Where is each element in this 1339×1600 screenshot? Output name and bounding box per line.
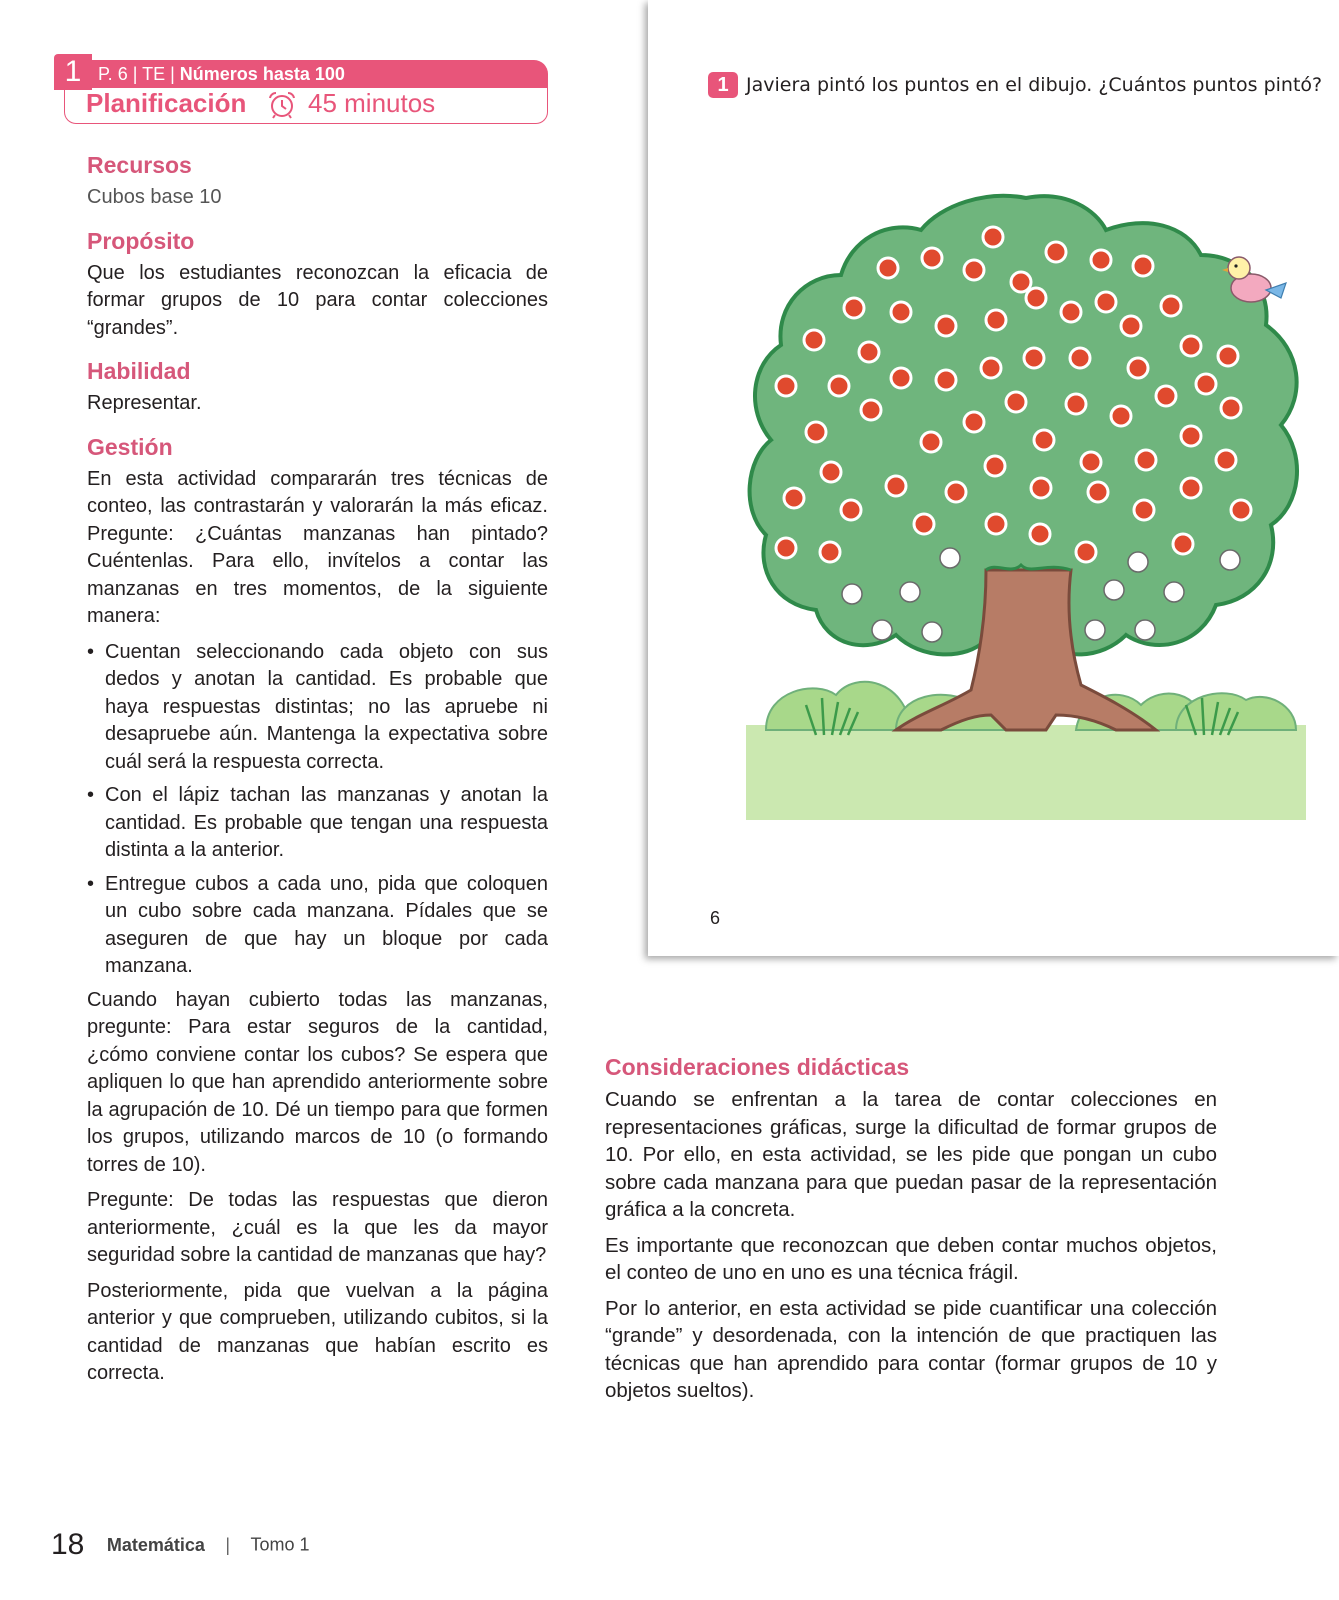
painted-dot — [986, 310, 1006, 330]
painted-dot — [1076, 542, 1096, 562]
painted-dot — [1111, 406, 1131, 426]
painted-dot — [1196, 374, 1216, 394]
painted-dot — [1096, 292, 1116, 312]
question-number: 1 — [708, 72, 738, 98]
painted-dot — [1181, 426, 1201, 446]
painted-dot — [1024, 348, 1044, 368]
habilidad-heading: Habilidad — [87, 358, 191, 384]
painted-dot — [886, 476, 906, 496]
painted-dot — [1088, 482, 1108, 502]
habilidad-text: Representar. — [87, 392, 202, 414]
painted-dot — [1030, 524, 1050, 544]
painted-dot — [1173, 534, 1193, 554]
grass-ground — [746, 725, 1306, 820]
considerations-paragraph: Por lo anterior, en esta actividad se pide cuantificar una colección “grande” y desordenada, con la intención de que practiquen las técnicas que han aprendido para contar (formar grupos de 10 y objetos sueltos). — [605, 1296, 1217, 1402]
gestion-paragraph: Posteriormente, pida que vuelvan a la página anterior y que comprueben, utilizando cubitos, si la cantidad de manzanas que habían escrito es correcta. — [87, 1279, 548, 1384]
painted-dot — [1161, 296, 1181, 316]
painted-dot — [891, 368, 911, 388]
painted-dot — [1026, 288, 1046, 308]
painted-dot — [1034, 430, 1054, 450]
painted-dot — [1181, 336, 1201, 356]
painted-dot — [844, 298, 864, 318]
lesson-title: Planificación — [86, 88, 247, 118]
painted-dot — [1031, 478, 1051, 498]
painted-dot — [983, 227, 1003, 247]
painted-dot — [981, 358, 1001, 378]
topic-label: Números hasta 100 — [179, 64, 345, 84]
painted-dot — [1218, 346, 1238, 366]
page-footer — [51, 1528, 310, 1562]
considerations-paragraph: Cuando se enfrentan a la tarea de contar colecciones en representaciones gráficas, surge la dificultad de formar grupos de 10. Por ello, en esta actividad, se les pide que pongan un cubo sobre cada manzana para que puedan pasar de la representación gráfica a la concreta. — [605, 1088, 1217, 1221]
recursos-text: Cubos base 10 — [87, 186, 222, 208]
painted-dot — [861, 400, 881, 420]
unpainted-dot — [900, 582, 920, 602]
painted-dot — [804, 330, 824, 350]
painted-dot — [859, 342, 879, 362]
unpainted-dot — [1164, 582, 1184, 602]
page-ref: P. 6 — [98, 64, 128, 84]
considerations-heading: Consideraciones didácticas — [605, 1054, 910, 1080]
painted-dot — [1136, 450, 1156, 470]
painted-dot — [821, 462, 841, 482]
gestion-paragraph: Pregunte: De todas las respuestas que dieron anteriormente, ¿cuál es la que les da mayor seguridad sobre la cantidad de manzanas que hay? — [87, 1189, 548, 1266]
te-label: TE — [142, 64, 166, 84]
gestion-intro: En esta actividad compararán tres técnicas de conteo, las contrastarán y valorarán la más eficaz. Pregunte: ¿Cuántas manzanas han pintado? Cuéntenlas. Para ello, invítelos a contar las manzanas en tres momentos, de la siguiente manera: — [87, 467, 548, 627]
unpainted-dot — [842, 584, 862, 604]
subject-label: Matemática — [106, 1534, 205, 1555]
painted-dot — [1081, 452, 1101, 472]
painted-dot — [1231, 500, 1251, 520]
unpainted-dot — [872, 620, 892, 640]
painted-dot — [1128, 358, 1148, 378]
list-item: • Cuentan seleccionando cada objeto con sus dedos y anotan la cantidad. Es probable que haya respuestas distintas; no las apruebe ni desapruebe aún. Mantenga la expectativa sobre cuál será la respuesta correcta. — [87, 639, 548, 777]
unpainted-dot — [1135, 620, 1155, 640]
painted-dot — [1216, 450, 1236, 470]
painted-dot — [1156, 386, 1176, 406]
question — [708, 72, 1322, 98]
painted-dot — [1070, 348, 1090, 368]
painted-dot — [1061, 302, 1081, 322]
painted-dot — [1006, 392, 1026, 412]
painted-dot — [964, 412, 984, 432]
painted-dot — [985, 456, 1005, 476]
page-number: 18 — [51, 1528, 85, 1561]
student-page-number: 6 — [710, 908, 721, 928]
painted-dot — [1011, 272, 1031, 292]
lesson-number: 1 — [54, 54, 92, 90]
unpainted-dot — [1128, 552, 1148, 572]
lesson-header-bar: P. 6 | TE | Números hasta 100 — [92, 60, 548, 88]
lesson-header — [54, 55, 548, 126]
proposito-text: Que los estudiantes reconozcan la eficacia de formar grupos de 10 para contar colecciones “grandes”. — [87, 261, 548, 339]
unpainted-dot — [1085, 620, 1105, 640]
footer-separator: | — [225, 1534, 231, 1555]
painted-dot — [1134, 500, 1154, 520]
painted-dot — [1221, 398, 1241, 418]
painted-dot — [891, 302, 911, 322]
painted-dot — [1046, 242, 1066, 262]
painted-dot — [964, 260, 984, 280]
list-item: • Entregue cubos a cada uno, pida que coloquen un cubo sobre cada manzana. Pídales que se aseguren de que hay un bloque por cada manzana. — [87, 871, 548, 981]
painted-dot — [921, 432, 941, 452]
unpainted-dot — [1220, 550, 1240, 570]
painted-dot — [914, 514, 934, 534]
alarm-clock-icon — [266, 90, 298, 120]
proposito-heading: Propósito — [87, 227, 195, 254]
painted-dot — [936, 370, 956, 390]
unpainted-dot — [1104, 580, 1124, 600]
painted-dot — [1066, 394, 1086, 414]
recursos-heading: Recursos — [87, 152, 192, 178]
planning-column — [87, 150, 548, 1396]
painted-dot — [986, 514, 1006, 534]
unpainted-dot — [940, 548, 960, 568]
considerations-paragraph: Es importante que reconozcan que deben contar muchos objetos, el conteo de uno en uno es una técnica frágil. — [605, 1233, 1217, 1284]
painted-dot — [878, 258, 898, 278]
painted-dot — [1091, 250, 1111, 270]
gestion-steps — [87, 639, 548, 981]
list-item: • Con el lápiz tachan las manzanas y anotan la cantidad. Es probable que tengan una respuesta distinta a la anterior. — [87, 782, 548, 865]
volume-label: Tomo 1 — [250, 1534, 310, 1555]
painted-dot — [776, 538, 796, 558]
apple-tree-illustration — [746, 190, 1306, 820]
painted-dot — [806, 422, 826, 442]
painted-dot — [841, 500, 861, 520]
gestion-paragraph: Cuando hayan cubierto todas las manzanas, pregunte: Para estar seguros de la cantidad, ¿cómo conviene contar los cubos? Se espera que apliquen lo que han aprendido anteriormente sobre la agrupación de 10. Dé un tiempo para que formen los grupos, utilizando marcos de 10 (o formando torres de 10). — [87, 988, 548, 1176]
unpainted-dot — [922, 622, 942, 642]
painted-dot — [1181, 478, 1201, 498]
painted-dot — [1121, 316, 1141, 336]
didactic-considerations — [605, 1052, 1217, 1413]
painted-dot — [936, 316, 956, 336]
painted-dot — [820, 542, 840, 562]
painted-dot — [829, 376, 849, 396]
gestion-heading: Gestión — [87, 433, 173, 460]
student-page-preview — [648, 0, 1339, 956]
painted-dot — [784, 488, 804, 508]
painted-dot — [1133, 256, 1153, 276]
painted-dot — [946, 482, 966, 502]
question-text: Javiera pintó los puntos en el dibujo. ¿Cuántos puntos pintó? — [746, 74, 1323, 96]
lesson-duration: 45 minutos — [308, 88, 436, 118]
painted-dot — [922, 248, 942, 268]
painted-dot — [776, 376, 796, 396]
